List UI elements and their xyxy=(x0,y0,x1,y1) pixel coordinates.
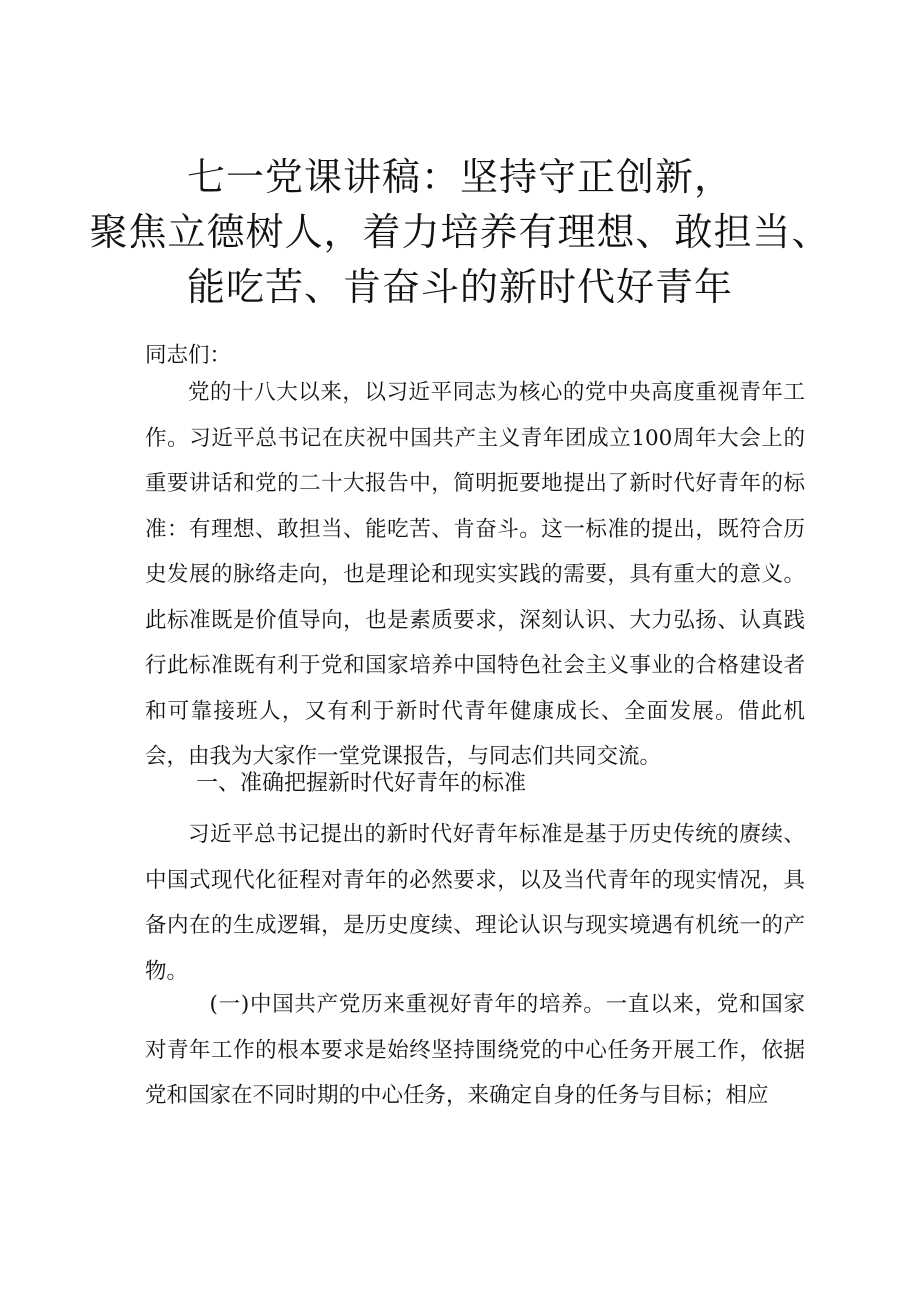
title-line-3: 能吃苦、肯奋斗的新时代好青年 xyxy=(186,265,733,309)
title-line-1: 七一党课讲稿：坚持守正创新， xyxy=(186,155,733,199)
title-line-2: 聚焦立德树人，着力培养有理想、敢担当、 xyxy=(89,210,831,254)
paragraph-subsection-1: (一)中国共产党历来重视好青年的培养。一直以来，党和国家对青年工作的根本要求是始终坚持围绕党的中心任务开展工作，依据党和国家在不同时期的中心任务，来确定自身的任务与目标；相应 xyxy=(145,992,805,1108)
salutation: 同志们： xyxy=(145,343,232,368)
paragraph-intro: 党的十八大以来，以习近平同志为核心的党中央高度重视青年工作。习近平总书记在庆祝中国共产主义青年团成立100周年大会上的重要讲话和党的二十大报告中，简明扼要地提出了新时代好青年的标准：有理想、敢担当、能吃苦、肯奋斗。这一标准的提出，既符合历史发展的脉络走向，也是理论和现实实践的需要，具有重大的意义。此标准既是价值导向，也是素质要求，深刻认识、大力弘扬、认真践行此标准既有利于党和国家培养中国特色社会主义事业的合格建设者和可靠接班人，又有利于新时代青年健康成长、全面发展。借此机会，由我为大家作一堂党课报告，与同志们共同交流。 xyxy=(145,380,805,769)
paragraph-section-1: 习近平总书记提出的新时代好青年标准是基于历史传统的赓续、中国式现代化征程对青年的必然要求，以及当代青年的现实情况，具备内在的生成逻辑，是历史度续、理论认识与现实境遇有机统一的产物。 xyxy=(145,822,805,984)
section-heading-1: 一、准确把握新时代好青年的标准 xyxy=(196,771,527,796)
document-title xyxy=(80,150,840,315)
